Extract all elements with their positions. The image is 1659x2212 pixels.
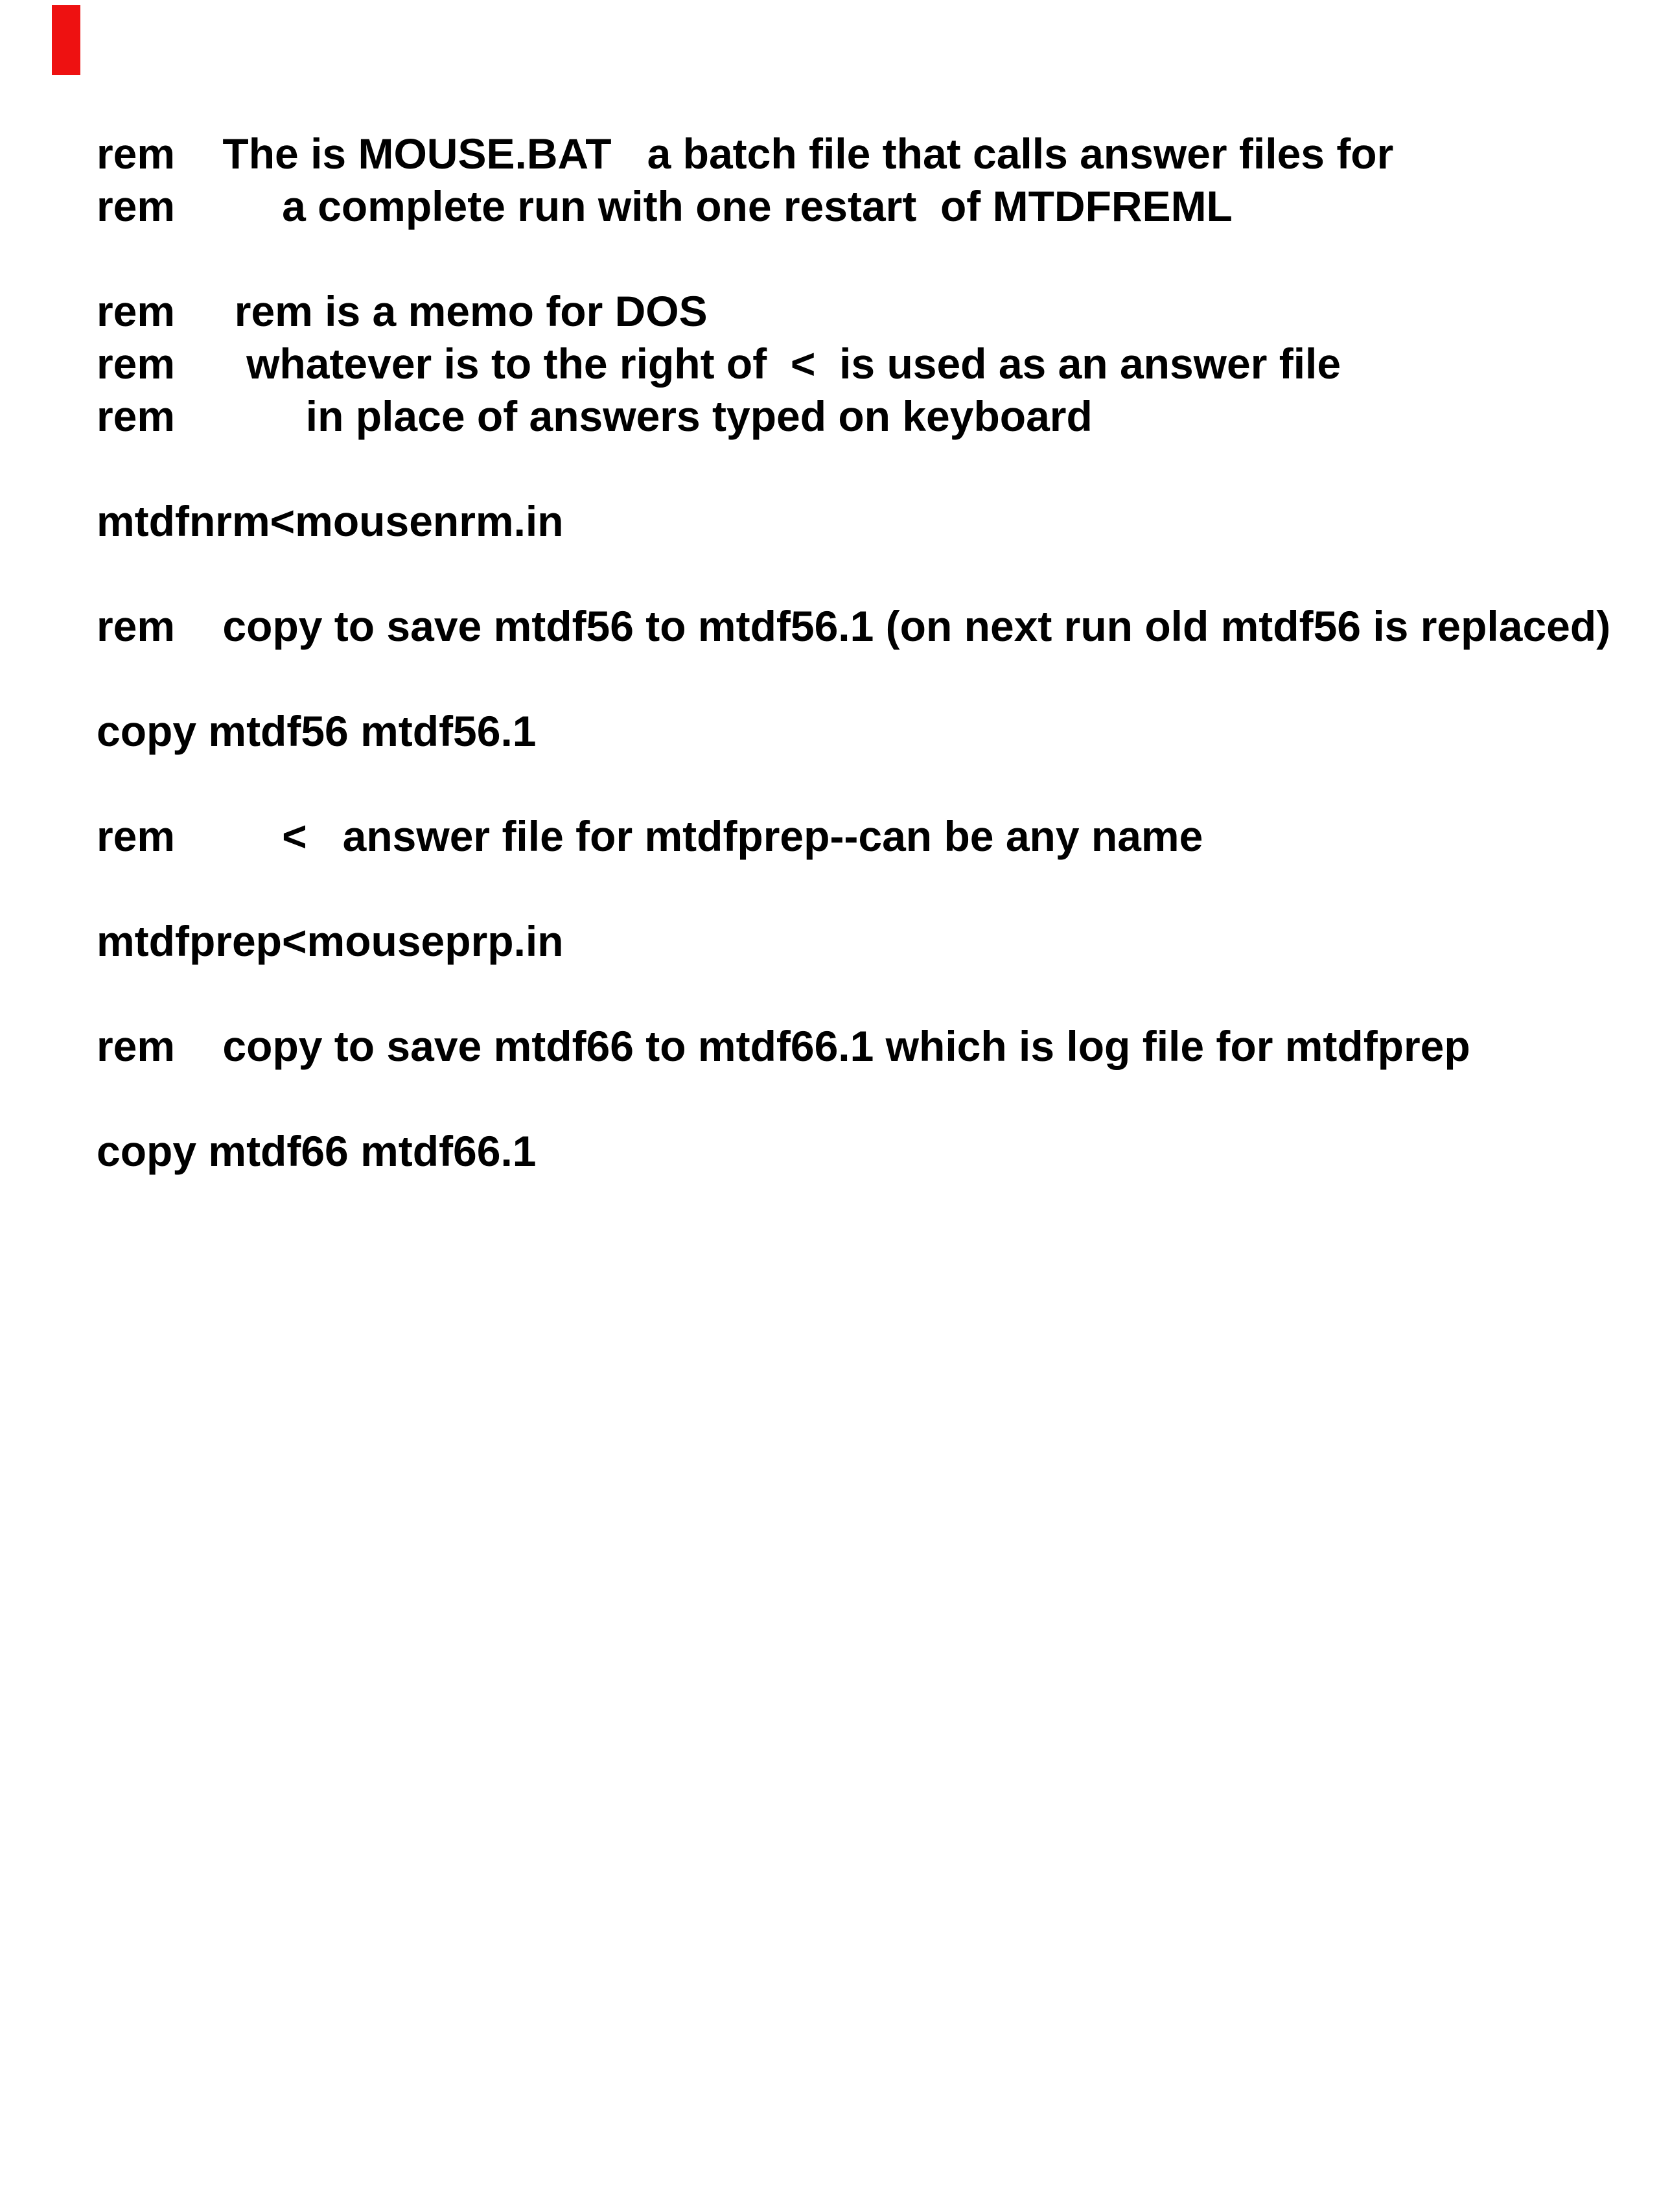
- text-line: rem < answer file for mtdfprep--can be any name: [97, 812, 1203, 860]
- text-line: rem copy to save mtdf66 to mtdf66.1 which is log file for mtdfprep: [97, 1022, 1470, 1070]
- text-line: rem in place of answers typed on keyboard: [97, 392, 1093, 440]
- text-line: copy mtdf56 mtdf56.1: [97, 707, 537, 755]
- text-line: mtdfprep<mouseprp.in: [97, 917, 564, 965]
- text-line: [97, 758, 1659, 810]
- text-line: rem The is MOUSE.BAT a batch file that calls answer files for: [97, 130, 1394, 178]
- text-line: [97, 863, 1659, 915]
- text-line: [97, 968, 1659, 1020]
- text-line: rem copy to save mtdf56 to mtdf56.1 (on next run old mtdf56 is replaced): [97, 602, 1611, 650]
- text-line: [97, 653, 1659, 705]
- text-line: [97, 1073, 1659, 1125]
- text-line: [97, 443, 1659, 495]
- text-line: rem rem is a memo for DOS: [97, 287, 708, 335]
- text-line: mtdfnrm<mousenrm.in: [97, 497, 564, 545]
- text-line: copy mtdf66 mtdf66.1: [97, 1127, 537, 1175]
- text-line: rem whatever is to the right of < is used as an answer file: [97, 340, 1341, 388]
- text-line: rem a complete run with one restart of MTDFREML: [97, 182, 1233, 230]
- text-line: [97, 233, 1659, 285]
- text-line: [97, 548, 1659, 600]
